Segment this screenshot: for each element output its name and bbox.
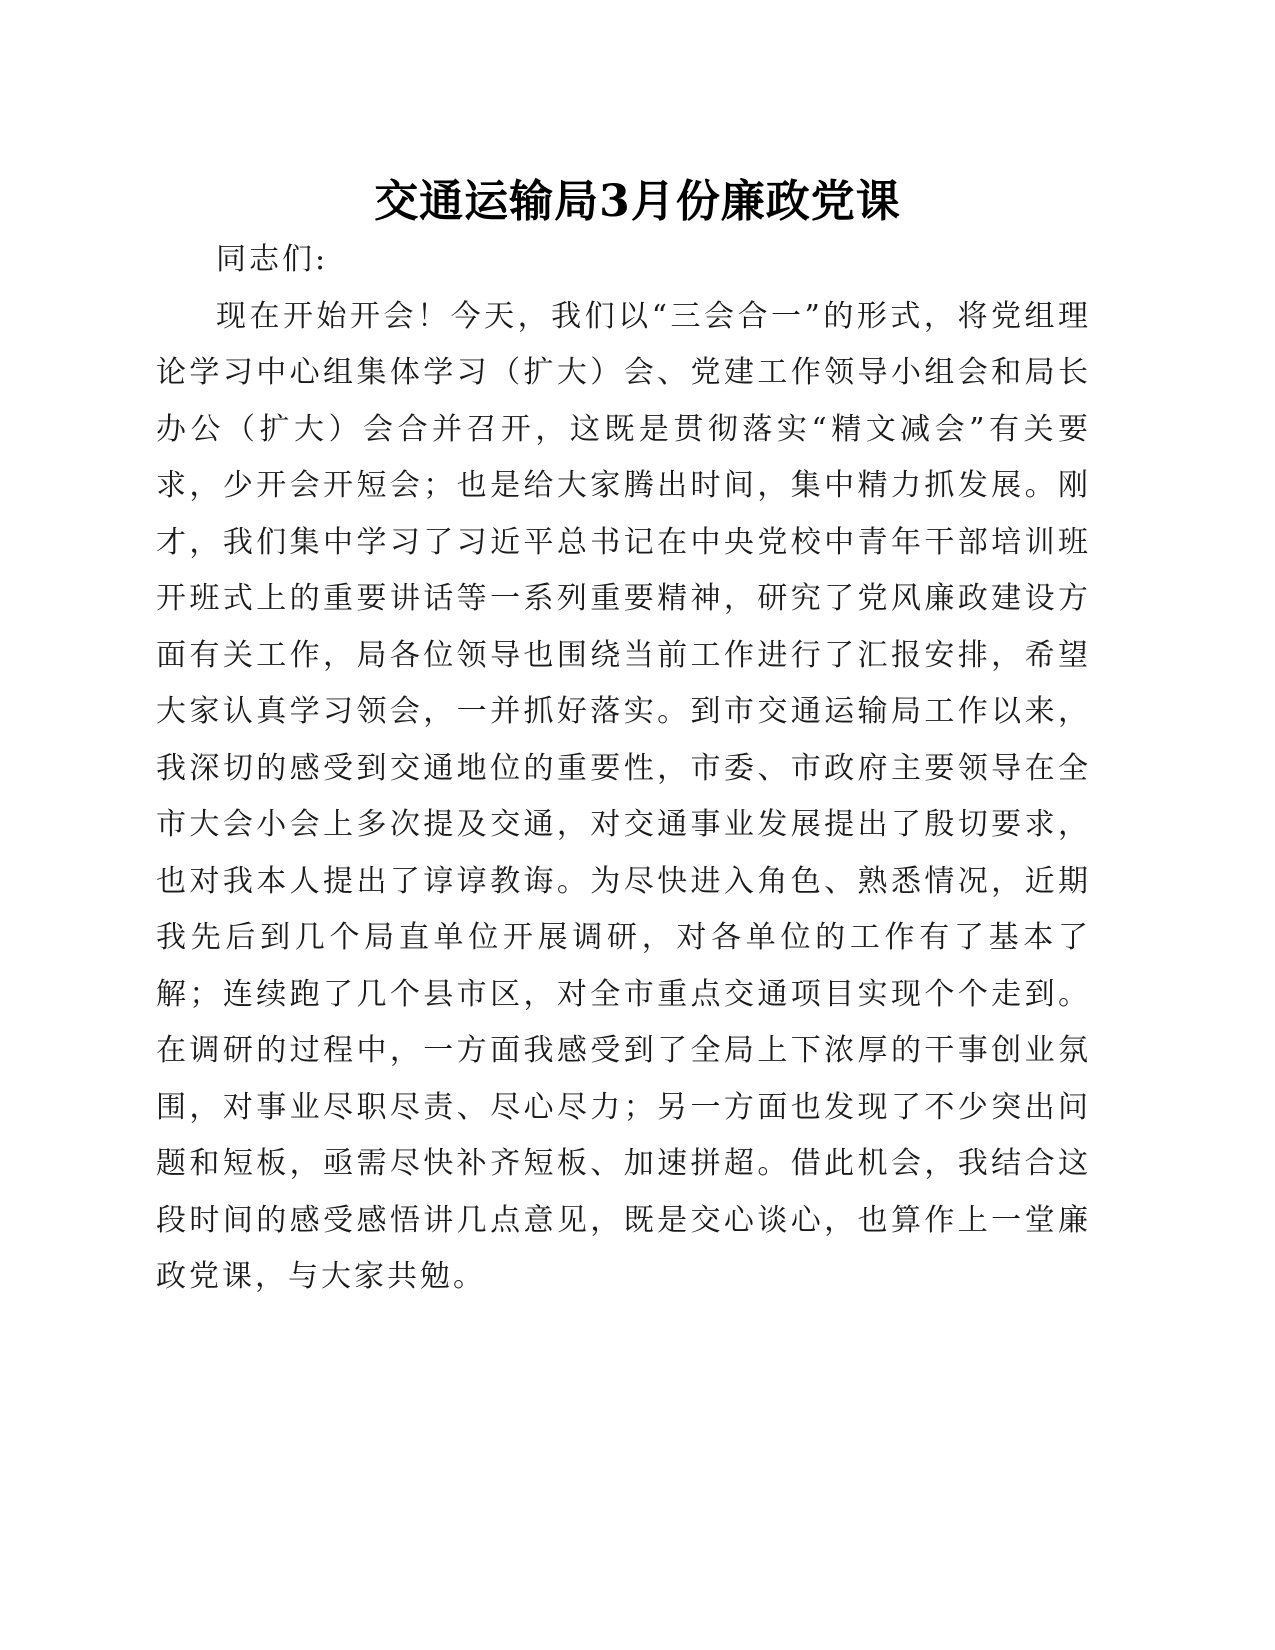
document-title: 交通运输局3月份廉政党课 <box>374 176 901 227</box>
salutation: 同志们: <box>216 242 329 277</box>
document-body <box>156 232 1091 1306</box>
paragraph: 现在开始开会！今天，我们以“三会合一”的形式，将党组理论学习中心组集体学习（扩大）会、党建工作领导小组会和局长办公（扩大）会合并召开，这既是贯彻落实“精文减会”有关要求，少开会开短会；也是给大家腾出时间，集中精力抓发展。刚才，我们集中学习了习近平总书记在中央党校中青年干部培训班开班式上的重要讲话等一系列重要精神，研究了党风廉政建设方面有关工作，局各位领导也围绕当前工作进行了汇报安排，希望大家认真学习领会，一并抓好落实。到市交通运输局工作以来，我深切的感受到交通地位的重要性，市委、市政府主要领导在全市大会小会上多次提及交通，对交通事业发展提出了殷切要求，也对我本人提出了谆谆教诲。为尽快进入角色、熟悉情况，近期我先后到几个局直单位开展调研，对各单位的工作有了基本了解；连续跑了几个县市区，对全市重点交通项目实现个个走到。在调研的过程中，一方面我感受到了全局上下浓厚的干事创业氛围，对事业尽职尽责、尽心尽力；另一方面也发现了不少突出问题和短板，亟需尽快补齐短板、加速拼超。借此机会，我结合这段时间的感受感悟讲几点意见，既是交心谈心，也算作上一堂廉政党课，与大家共勉。 <box>156 298 1091 1294</box>
